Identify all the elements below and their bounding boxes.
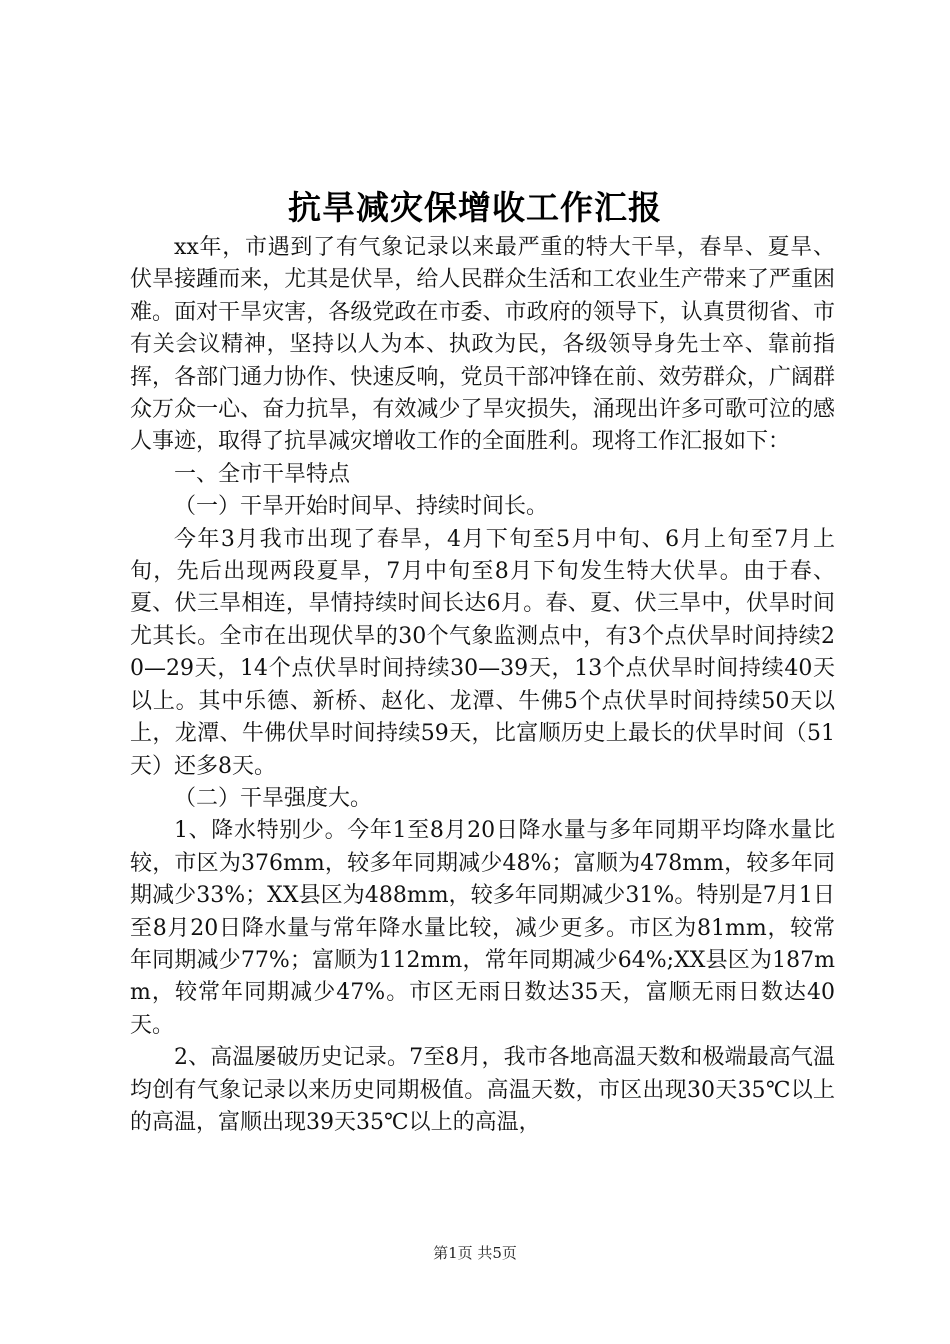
body-paragraph: 1、降水特别少。今年1至8月20日降水量与多年同期平均降水量比较，市区为376mm，较多年同期减少48%；富顺为478mm，较多年同期减少33%；XX县区为488mm，较多年同期减少31%。特别是7月1日至8月20日降水量与常年降水量比较，减少更多。市区为81mm，较常年同期减少77%；富顺为112mm，常年同期减少64%;XX县区为187mm，较常年同期减少47%。市区无雨日数达35天，富顺无雨日数达40天。 xyxy=(130,818,835,1038)
body-paragraph: 今年3月我市出现了春旱，4月下旬至5月中旬、6月上旬至7月上旬，先后出现两段夏旱，7月中旬至8月下旬发生特大伏旱。由于春、夏、伏三旱相连，旱情持续时间长达6月。春、夏、伏三旱中，伏旱时间尤其长。全市在出现伏旱的30个气象监测点中，有3个点伏旱时间持续20—29天，14个点伏旱时间持续30—39天，13个点伏旱时间持续40天以上。其中乐德、新桥、赵化、龙潭、牛佛5个点伏旱时间持续50天以上，龙潭、牛佛伏旱时间持续59天，比富顺历史上最长的伏旱时间（51天）还多8天。 xyxy=(130,526,835,779)
section-heading: 一、全市干旱特点 xyxy=(174,461,351,487)
intro-paragraph: xx年，市遇到了有气象记录以来最严重的特大干旱，春旱、夏旱、伏旱接踵而来，尤其是伏旱，给人民群众生活和工农业生产带来了严重困难。面对干旱灾害，各级党政在市委、市政府的领导下，认真贯彻省、市有关会议精神，坚持以人为本、执政为民，各级领导身先士卒、靠前指挥，各部门通力协作、快速反响，党员干部冲锋在前、效劳群众，广阔群众万众一心、奋力抗旱，有效减少了旱灾损失，涌现出许多可歌可泣的感人事迹，取得了抗旱减灾增收工作的全面胜利。现将工作汇报如下： xyxy=(130,235,835,455)
subsection-heading: （二）干旱强度大。 xyxy=(174,785,373,811)
page-footer: 第1页 共5页 xyxy=(433,1244,517,1262)
document-title: 抗旱减灾保增收工作汇报 xyxy=(288,188,662,227)
body-paragraph: 2、高温屡破历史记录。7至8月，我市各地高温天数和极端最高气温均创有气象记录以来历史同期极值。高温天数，市区出现30天35℃以上的高温，富顺出现39天35℃以上的高温， xyxy=(130,1045,835,1135)
subsection-heading: （一）干旱开始时间早、持续时间长。 xyxy=(174,494,549,520)
document-body xyxy=(130,232,835,1139)
